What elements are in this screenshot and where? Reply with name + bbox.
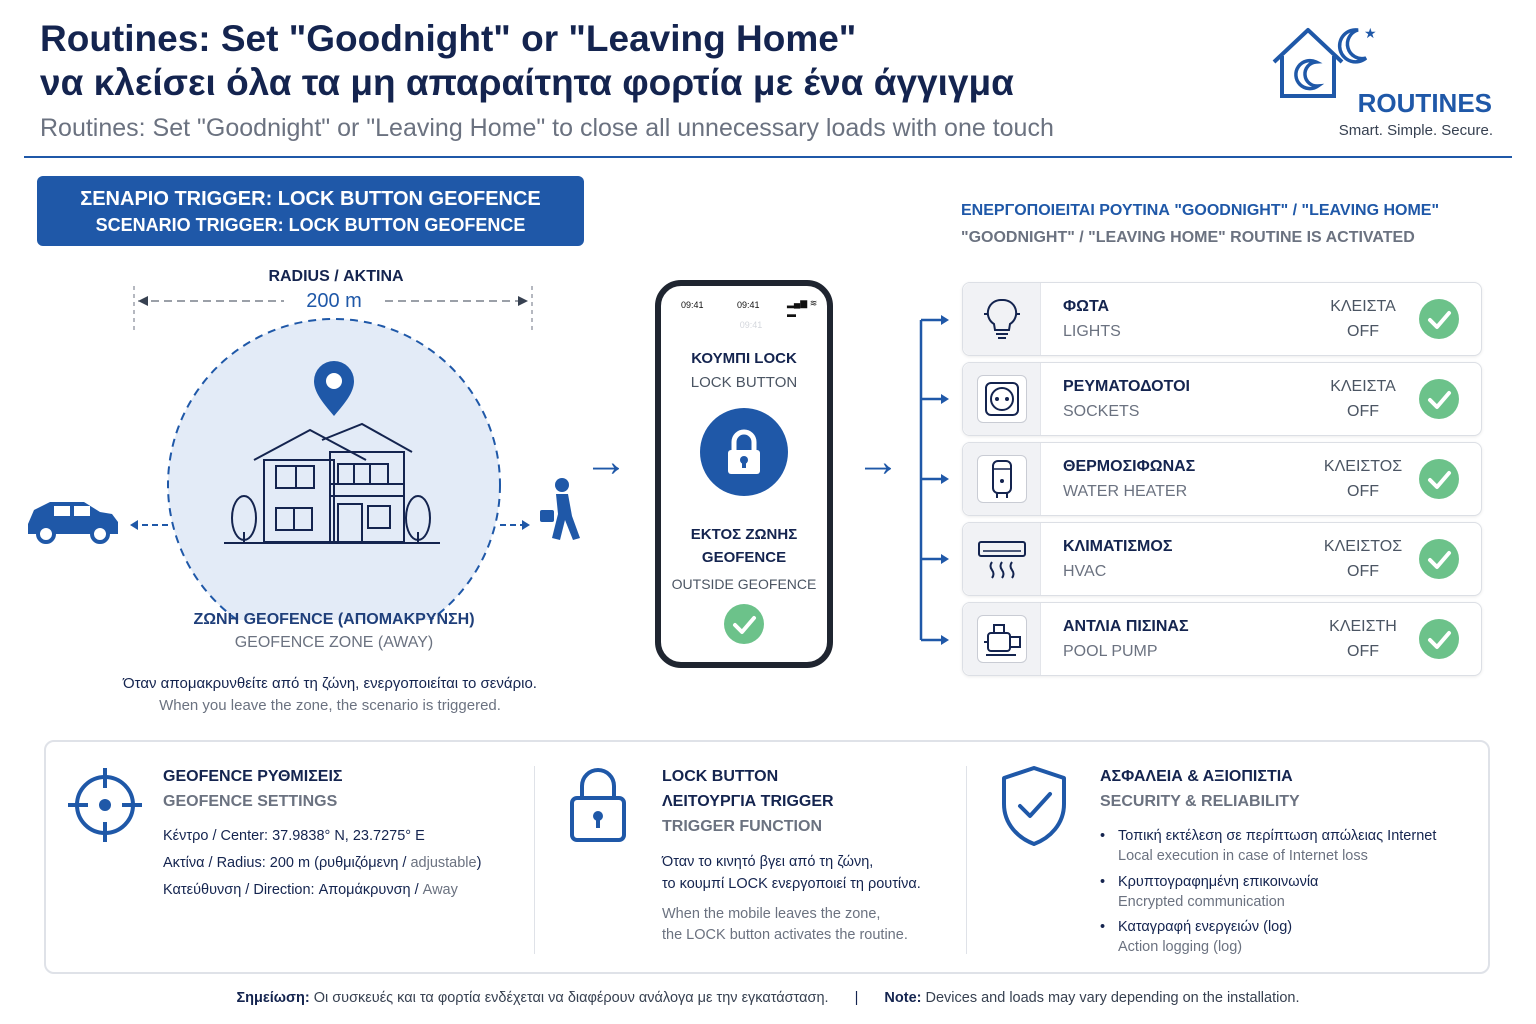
device-name-gr: ΘΕΡΜΟΣΙΦΩΝΑΣ <box>1063 458 1196 475</box>
routine-activated-gr: ΕΝΕΡΓΟΠΟΙΕΙΤΑΙ ΡΟΥΤΙΝΑ "GOODNIGHT" / "LEAVING HOME" <box>961 202 1440 219</box>
bullet-icon: • <box>1100 828 1106 844</box>
lock-function-desc-en-1: When the mobile leaves the zone, <box>662 906 881 922</box>
brand-name: ROUTINES <box>1357 88 1492 118</box>
trigger-title-gr: ΣΕΝΑΡΙΟ TRIGGER: LOCK BUTTON GEOFENCE <box>80 188 541 210</box>
security-subtitle: SECURITY & RELIABILITY <box>1100 793 1300 810</box>
padlock-icon <box>700 408 788 496</box>
check-icon <box>1419 539 1459 579</box>
phone-mockup <box>655 280 833 668</box>
footer-note: Σημείωση: Οι συσκευές και τα φορτία ενδέχεται να διαφέρουν ανάλογα με την εγκατάσταση. | Note: Devices and loads may vary depending on the installation. <box>236 990 1300 1006</box>
lock-button[interactable] <box>700 408 788 496</box>
device-name-gr: ΚΛΙΜΑΤΙΣΜΟΣ <box>1063 538 1173 555</box>
device-row-sockets <box>962 362 1482 436</box>
security-item-gr: Κρυπτογραφημένη επικοινωνία <box>1118 874 1319 890</box>
device-name-en: WATER HEATER <box>1063 483 1188 500</box>
lock-button-subtitle: LOCK BUTTON <box>690 374 798 391</box>
security-item-en: Local execution in case of Internet loss <box>1118 848 1368 864</box>
device-name-en: LIGHTS <box>1063 323 1121 340</box>
device-name-gr: ΑΝΤΛΙΑ ΠΙΣΙΝΑΣ <box>1063 618 1189 635</box>
car-icon <box>28 502 118 542</box>
zone-label-en: GEOFENCE ZONE (AWAY) <box>234 634 434 651</box>
security-item-gr: Καταγραφή ενεργειών (log) <box>1118 919 1293 935</box>
security-item-en: Action logging (log) <box>1118 939 1243 955</box>
info-panel <box>44 740 1490 974</box>
device-state-en: OFF <box>1347 563 1379 580</box>
signal-wifi-battery-icon: ▂▄▆ ≋ ▬ <box>787 298 818 319</box>
outside-zone-label: ΕΚΤΟΣ ΖΩΝΗΣ <box>690 526 798 543</box>
device-row-hvac <box>962 522 1482 596</box>
check-icon <box>1419 299 1459 339</box>
device-name-en: SOCKETS <box>1063 403 1140 420</box>
lock-function-desc-en-2: the LOCK button activates the routine. <box>662 927 908 943</box>
outside-geofence-label: GEOFENCE <box>701 549 787 566</box>
phone-faded-time: 09:41 <box>739 320 763 330</box>
device-state-en: OFF <box>1347 323 1379 340</box>
security-item-gr: Τοπική εκτέλεση σε περίπτωση απώλειας Internet <box>1118 828 1437 844</box>
pool-pump-icon <box>977 615 1027 663</box>
page-title-line1: Routines: Set "Goodnight" or "Leaving Home" <box>40 18 857 59</box>
geofence-settings-title: GEOFENCE ΡΥΘΜΙΣΕΙΣ <box>163 768 343 785</box>
lock-function-title-2: ΛΕΙΤΟΥΡΓΙΑ TRIGGER <box>662 793 834 810</box>
lock-function-title-1: LOCK BUTTON <box>662 768 779 785</box>
padlock-icon <box>566 764 630 846</box>
geofence-center: Κέντρο / Center: 37.9838° N, 23.7275° E <box>163 828 425 844</box>
geofence-radius: Ακτίνα / Radius: 200 m (ρυθμιζόμενη / adjustable) <box>163 855 482 871</box>
svg-text:★: ★ <box>1364 26 1377 42</box>
device-state-gr: ΚΛΕΙΣΤΑ <box>1330 378 1396 395</box>
check-icon <box>1419 459 1459 499</box>
device-state-en: OFF <box>1347 403 1379 420</box>
geofence-settings-subtitle: GEOFENCE SETTINGS <box>163 793 338 810</box>
device-state-en: OFF <box>1347 643 1379 660</box>
outside-geofence-en: OUTSIDE GEOFENCE <box>671 576 817 592</box>
crosshair-icon <box>66 766 144 844</box>
leave-note-gr: Όταν απομακρυνθείτε από τη ζώνη, ενεργοποιείται το σενάριο. <box>123 675 537 692</box>
check-icon <box>1419 379 1459 419</box>
water-heater-icon <box>977 455 1027 503</box>
device-row-pool-pump <box>962 602 1482 676</box>
hvac-icon <box>977 535 1027 583</box>
device-name-gr: ΡΕΥΜΑΤΟΔΟΤΟΙ <box>1063 378 1190 395</box>
phone-status-time: 09:41 <box>737 300 760 310</box>
geofence-direction: Κατεύθυνση / Direction: Απομάκρυνση / Away <box>163 882 458 898</box>
check-icon <box>1419 619 1459 659</box>
lock-function-desc-gr-2: το κουμπί LOCK ενεργοποιεί τη ρουτίνα. <box>662 876 921 892</box>
leave-note-en: When you leave the zone, the scenario is triggered. <box>159 697 501 714</box>
device-state-gr: ΚΛΕΙΣΤΗ <box>1329 618 1397 635</box>
lock-button-title: ΚΟΥΜΠΙ LOCK <box>691 350 797 367</box>
geofence-illustration <box>20 280 600 620</box>
bullet-icon: • <box>1100 919 1106 935</box>
routine-branch-connector <box>905 300 955 660</box>
socket-icon <box>977 375 1027 423</box>
shield-check-icon <box>998 764 1070 848</box>
device-name-en: POOL PUMP <box>1063 643 1158 660</box>
bullet-icon: • <box>1100 874 1106 890</box>
zone-label-gr: ΖΩΝΗ GEOFENCE (ΑΠΟΜΑΚΡΥΝΣΗ) <box>193 611 475 628</box>
walking-person-icon <box>540 478 580 540</box>
lightbulb-icon <box>977 295 1027 343</box>
page-title-line2: να κλείσει όλα τα μη απαραίτητα φορτία με ένα άγγιγμα <box>40 62 1014 103</box>
lock-function-subtitle: TRIGGER FUNCTION <box>662 818 822 835</box>
check-icon <box>724 604 764 644</box>
device-row-lights <box>962 282 1482 356</box>
scenario-trigger-banner <box>37 176 584 246</box>
lock-function-desc-gr-1: Όταν το κινητό βγει από τη ζώνη, <box>662 854 874 870</box>
flow-arrow-2: → <box>856 437 900 486</box>
device-row-water-heater <box>962 442 1482 516</box>
device-state-gr: ΚΛΕΙΣΤΟΣ <box>1323 538 1403 555</box>
device-name-gr: ΦΩΤΑ <box>1063 298 1110 315</box>
flow-arrow-1: → <box>584 437 628 486</box>
panel-divider <box>966 766 967 954</box>
security-title: ΑΣΦΑΛΕΙΑ & ΑΞΙΟΠΙΣΤΙΑ <box>1100 768 1293 785</box>
phone-status-left: 09:41 <box>681 300 704 310</box>
trigger-title-en: SCENARIO TRIGGER: LOCK BUTTON GEOFENCE <box>95 215 526 235</box>
device-state-gr: ΚΛΕΙΣΤΟΣ <box>1323 458 1403 475</box>
device-name-en: HVAC <box>1063 563 1107 580</box>
device-state-en: OFF <box>1347 483 1379 500</box>
radius-label: RADIUS / ΑΚΤΙΝΑ <box>268 268 404 285</box>
security-item-en: Encrypted communication <box>1118 894 1285 910</box>
radius-value: 200 m <box>284 290 384 313</box>
brand-tagline: Smart. Simple. Secure. <box>1338 122 1493 139</box>
routine-activated-en: "GOODNIGHT" / "LEAVING HOME" ROUTINE IS ACTIVATED <box>961 229 1415 246</box>
page-subtitle: Routines: Set "Goodnight" or "Leaving Home" to close all unnecessary loads with one touch <box>40 114 1054 142</box>
device-state-gr: ΚΛΕΙΣΤΑ <box>1330 298 1396 315</box>
panel-divider <box>534 766 535 954</box>
header-divider <box>24 156 1512 158</box>
